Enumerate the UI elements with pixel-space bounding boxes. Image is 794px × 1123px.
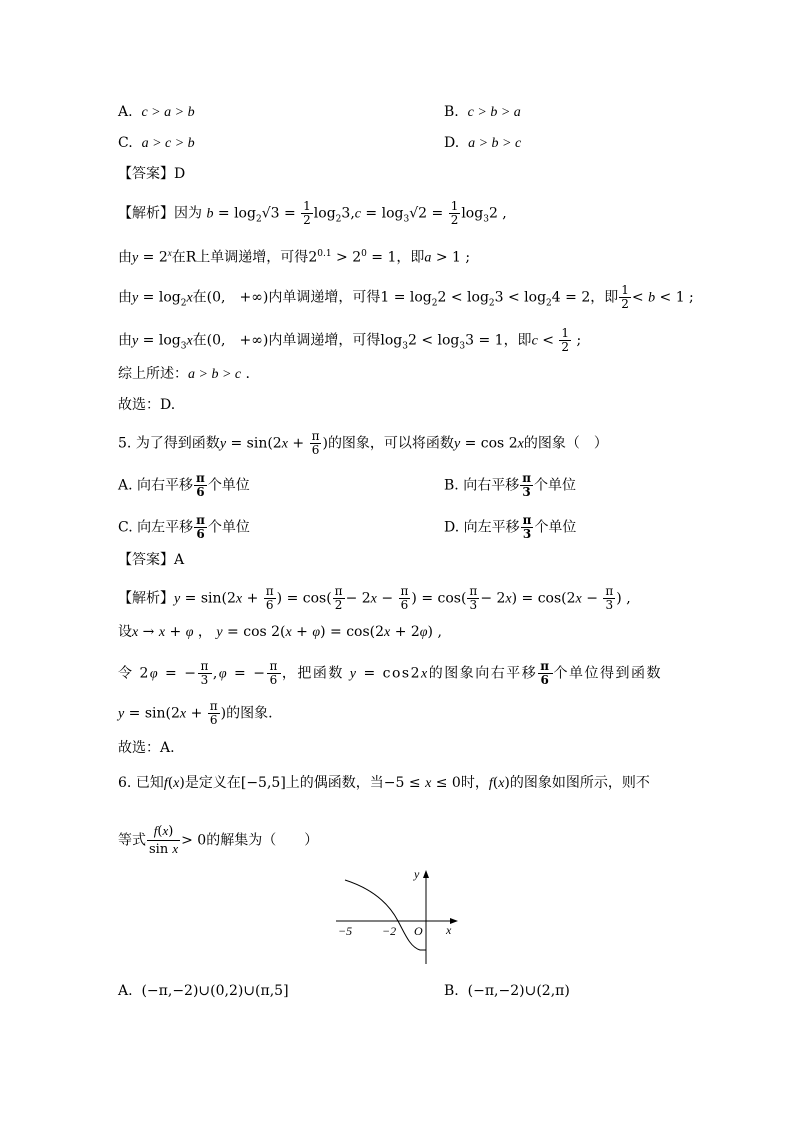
q6-option-a: A. (−π,−2)∪(0,2)∪(π,5]	[118, 983, 289, 999]
q6-option-b: B. (−π,−2)∪(2,π)	[444, 983, 570, 999]
q5-analysis-line-2: 设x → x + φ ， y = cos 2(x + φ) = cos(2x + 2φ) ,	[118, 624, 442, 640]
q5-conclusion: 故选：A.	[118, 740, 175, 756]
q5-analysis-line-3: 令 2φ = − $\frac{\pi}{3}$ ,φ = − $\frac{\pi}{6}$ ，把函数 y = cos2x的图象向右平移 $\frac{\pi}{6}$ 个单位得到函数	[118, 659, 663, 687]
analysis-line-1: 【解析】因为 $b = \log_2√3$ = $\frac{1}{2}$ $\log_23,c = \log_3√2$ = $\frac{1}{2}$ $\log_32$ ,	[118, 199, 507, 227]
origin-label: O	[414, 924, 423, 938]
q5-answer: 【答案】A	[118, 552, 185, 568]
q6-stem-line-1: 6. 已知f(x)是定义在[−5,5]上的偶函数，当−5 ≤ x ≤ 0时，f(x)的图象如图所示，则不	[118, 775, 650, 791]
x-axis-label: x	[446, 923, 452, 937]
option-d: D. a > b > c	[444, 135, 522, 151]
analysis-line-2: 由$y = 2^x$在R上单调递增，可得$2^{0.1} > 2^0 = 1$，即a > 1 ;	[118, 248, 471, 266]
q5-option-c: C. 向左平移 $\frac{\pi}{6}$ 个单位	[118, 513, 250, 541]
y-axis-arrow	[423, 870, 429, 878]
function-graph	[330, 864, 470, 970]
q6-stem-line-2: 等式 $\frac{f(x)}{\text{sin x}}$ > 0的解集为（ ）	[118, 823, 319, 857]
analysis-line-4: 由$y = \log_3x$在(0, +∞)内单调递增，可得$\log_32 < \log_33 = 1$，即c < $\frac{1}{2}$ ;	[118, 326, 582, 354]
conclusion-line: 故选：D.	[118, 397, 176, 413]
answer-line: 【答案】D	[118, 166, 186, 182]
q5-option-a: A. 向右平移 $\frac{\pi}{6}$ 个单位	[118, 471, 250, 499]
q5-analysis-line-1: 【解析】y = sin(2x + $\frac{\pi}{6}$ ) = cos( $\frac{\pi}{2}$ − 2x − $\frac{\pi}{6}$ ) = cos( $\frac{\pi}{3}$ − 2x) = cos(2x − $\frac{\pi}{3}$ ) ,	[118, 584, 631, 612]
y-axis-label: y	[414, 867, 420, 881]
q5-option-d: D. 向左平移 $\frac{\pi}{3}$ 个单位	[444, 513, 577, 541]
q5-option-b: B. 向右平移 $\frac{\pi}{3}$ 个单位	[444, 471, 576, 499]
function-curve	[345, 880, 426, 950]
summary-line: 综上所述：a > b > c .	[118, 366, 251, 382]
option-b: B. c > b > a	[444, 104, 521, 120]
q5-stem: 5. 为了得到函数y = sin(2x + $\frac{\pi}{6}$ )的图象，可以将函数y = cos 2x的图象（ ）	[118, 429, 608, 457]
option-a: A. c > a > b	[118, 104, 195, 120]
q5-analysis-line-4: y = sin(2x + $\frac{\pi}{6}$ )的图象.	[118, 699, 273, 727]
option-c: C. a > c > b	[118, 135, 195, 151]
tick-neg2: −2	[382, 924, 397, 938]
tick-neg5: −5	[338, 924, 353, 938]
analysis-line-3: 由$y = \log_2x$在(0, +∞)内单调递增，可得$1 = \log_22 < \log_23 < \log_24 = 2$，即 $\frac{1}{2}$ < b < 1 ;	[118, 283, 694, 311]
